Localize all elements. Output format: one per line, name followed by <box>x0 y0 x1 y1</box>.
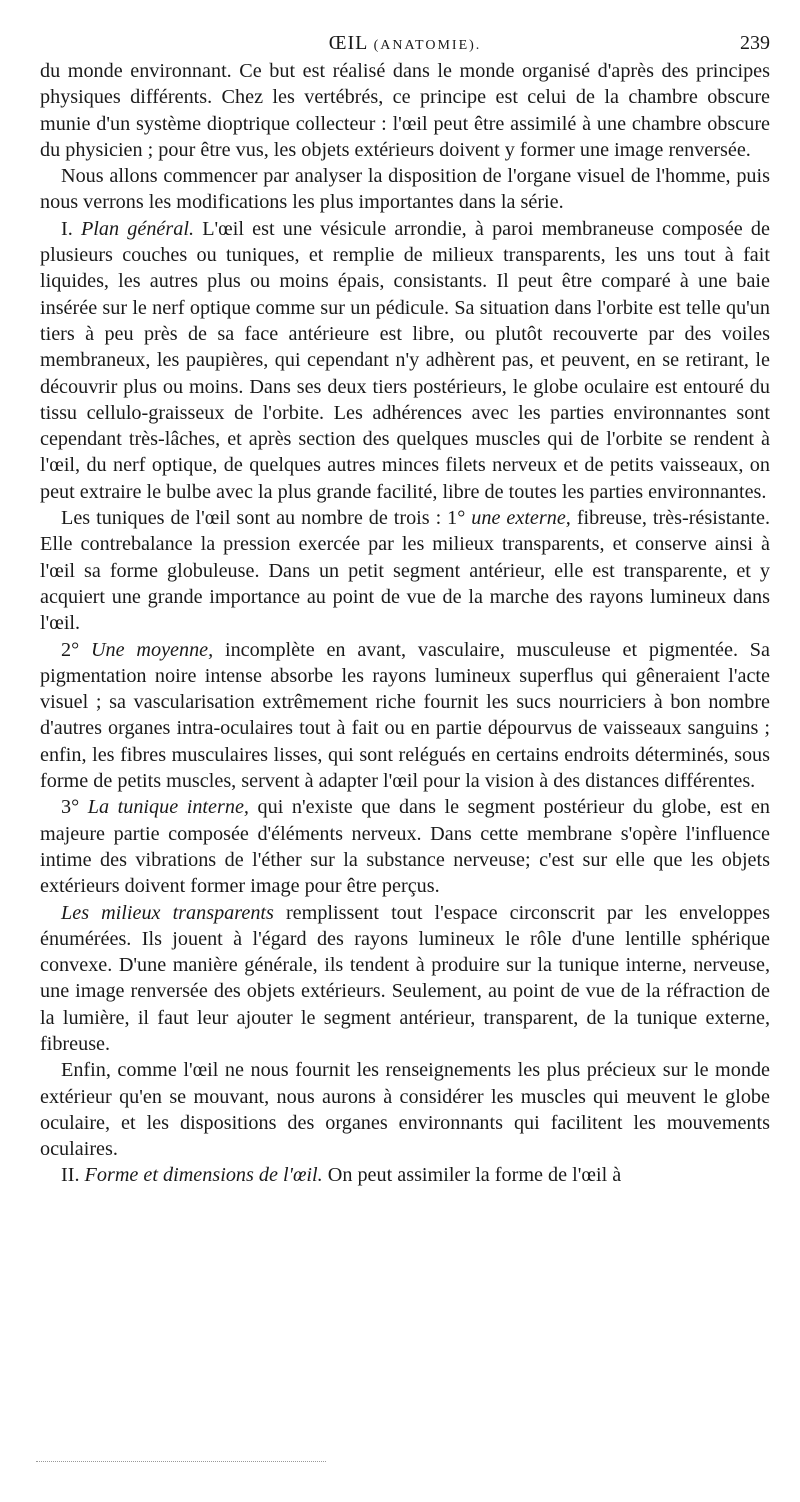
paragraph <box>40 163 770 216</box>
emphasis: Les milieux transparents <box>61 901 274 924</box>
section-number: II. <box>61 1164 85 1187</box>
paragraph <box>40 1057 770 1162</box>
paragraph-lead: 2° <box>61 638 91 661</box>
running-title-subject: (ANATOMIE). <box>373 38 482 53</box>
paragraph <box>40 900 770 1058</box>
paragraph <box>40 58 770 163</box>
paragraph-text: L'œil est une vésicule arrondie, à paroi membraneuse composée de plusieurs couches ou tuniques, et remplie de milieux transparents, les uns tout à fait liquides, les autres plus ou moins épais, consistants. Il peut être comparé à une baie insérée sur le nerf optique comme sur un pédicule. Sa situation dans l'orbite est telle qu'un tiers à peu près de sa face antérieure est libre, ou plutôt recouverte par des voiles membraneux, les paupières, qui cependant n'y adhèrent pas, et peuvent, en se retirant, le découvrir plus ou moins. Dans ses deux tiers postérieurs, le globe oculaire est entouré du tissu cellulo-graisseux de l'orbite. Les adhérences avec les parties environnantes sont cependant très-lâches, et après section des quelques muscles qui de l'orbite se rendent à l'œil, du nerf optique, de quelques autres minces filets nerveux et de petits vaisseaux, on peut extraire le bulbe avec la plus grande facilité, libre de toutes les parties environnantes. <box>40 217 770 503</box>
page-number: 239 <box>740 32 770 54</box>
paragraph <box>40 637 770 795</box>
paragraph <box>40 1162 770 1188</box>
book-page <box>40 28 770 1189</box>
section-heading: Plan général. <box>80 217 194 240</box>
section-heading: Forme et dimensions de l'œil. <box>84 1164 323 1187</box>
emphasis: Une moyenne, <box>90 638 214 661</box>
paragraph-text: qui n'existe que dans le segment postérieur du globe, est en majeure partie composée d'éléments nerveux. Dans cette membrane s'opère l'influence intime des vibrations de l'éther sur la substance nerveuse; c'est sur elle que les objets extérieurs doivent former image pour être perçus. <box>40 796 770 898</box>
footer-rule <box>36 1461 326 1462</box>
paragraph-text: Nous allons commencer par analyser la disposition de l'organe visuel de l'homme, puis nous verrons les modifications les plus importantes dans la série. <box>40 165 770 214</box>
paragraph-lead: Les tuniques de l'œil sont au nombre de trois : 1° <box>61 507 472 530</box>
emphasis: une externe, <box>471 507 571 530</box>
paragraph <box>40 794 770 899</box>
paragraph-text: remplissent tout l'espace circonscrit par les enveloppes énumérées. Ils jouent à l'égard des rayons lumineux le rôle d'une lentille sphérique convexe. D'une manière générale, ils tendent à produire sur la tunique interne, nerveuse, une image renversée des objets extérieurs. Seulement, au point de vue de la réfraction de la lumière, il faut leur ajouter le segment antérieur, transparent, de la tunique externe, fibreuse. <box>40 901 770 1055</box>
paragraph-lead: 3° <box>61 796 88 819</box>
paragraph-text: fibreuse, très-résistante. Elle contrebalance la pression exercée par les milieux transparents, et conserve ainsi à l'œil sa forme globuleuse. Dans un petit segment antérieur, elle est transparente, et y acquiert une grande importance au point de vue de la marche des rayons lumineux dans l'œil. <box>40 507 770 635</box>
paragraph-text: incomplète en avant, vasculaire, musculeuse et pigmentée. Sa pigmentation noire intense absorbe les rayons lumineux superflus qui gêneraient l'acte visuel ; sa vascularisation extrêmement riche fournit les sucs nourriciers à bon nombre d'autres organes intra-oculaires tout à fait ou en partie dépourvus de vaisseaux sanguins ; enfin, les fibres musculaires lisses, qui sont relégués en certains endroits déterminés, sous forme de petits muscles, servent à adapter l'œil pour la vision à des distances différentes. <box>40 638 770 793</box>
body-text <box>40 58 770 1189</box>
paragraph-text: On peut assimiler la forme de l'œil à <box>322 1164 622 1187</box>
running-title-main: ŒIL <box>328 32 374 54</box>
section-number: I. <box>61 217 81 240</box>
paragraph <box>40 505 770 636</box>
emphasis: La tunique interne, <box>87 796 249 819</box>
paragraph-text: du monde environnant. Ce but est réalisé dans le monde organisé d'après des principes physiques différents. Chez les vertébrés, ce principe est celui de la chambre obscure munie d'un système dioptrique collecteur : l'œil peut être assimilé à une chambre obscure du physicien ; pour être vus, les objets extérieurs doivent y former une image renversée. <box>40 60 770 161</box>
paragraph-text: Enfin, comme l'œil ne nous fournit les renseignements les plus précieux sur le monde extérieur qu'en se mouvant, nous aurons à considérer les muscles qui meuvent le globe oculaire, et les dispositions des organes environnants qui facilitent les mouvements oculaires. <box>40 1059 770 1161</box>
running-header <box>40 28 770 58</box>
paragraph <box>40 216 770 505</box>
running-title <box>40 28 770 61</box>
